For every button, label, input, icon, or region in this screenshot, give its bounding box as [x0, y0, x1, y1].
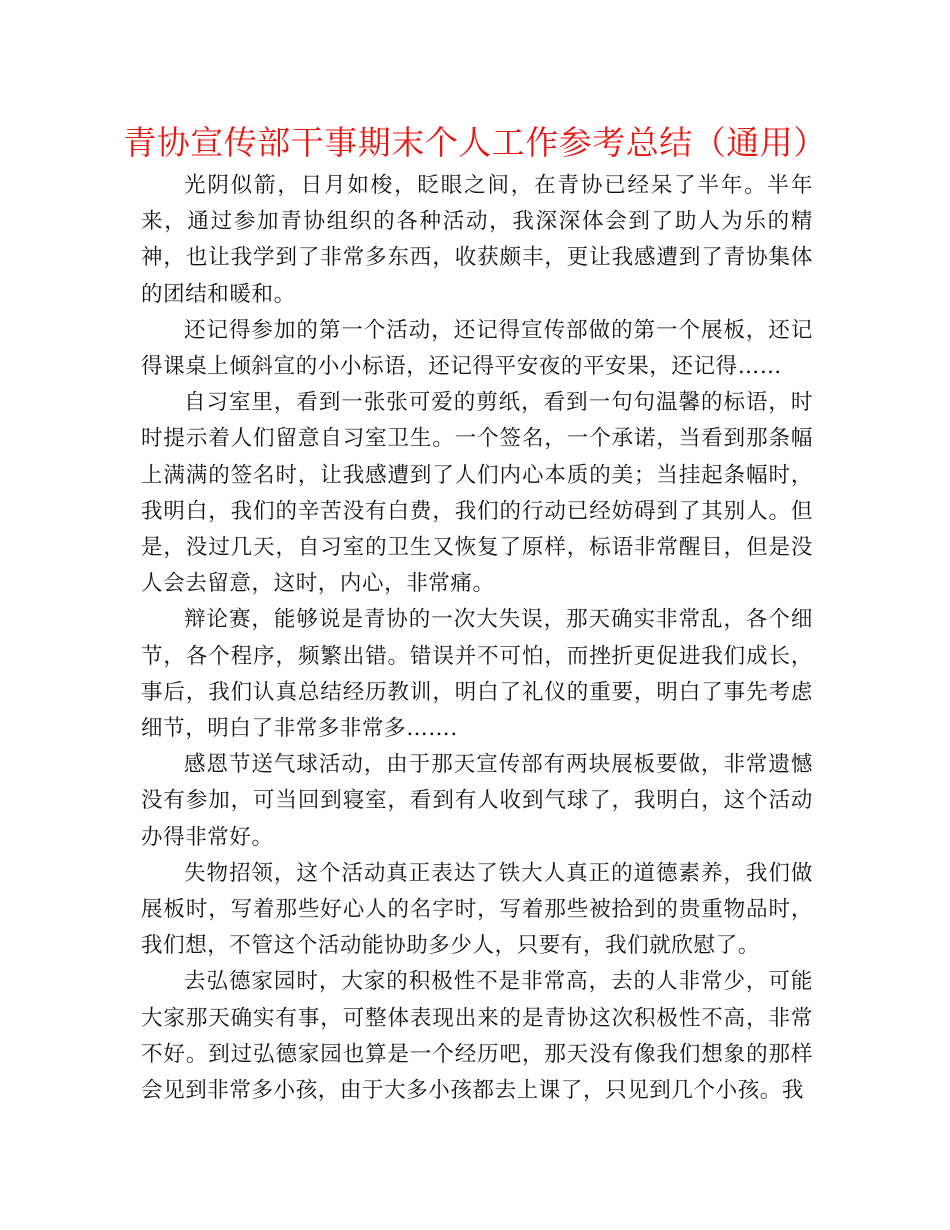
- paragraph-debate: 辩论赛，能够说是青协的一次大失误，那天确实非常乱，各个细节，各个程序，频繁出错。错误并不可怕，而挫折更促进我们成长，事后，我们认真总结经历教训，明白了礼仪的重要，明白了事先考虑细节，明白了非常多非常多…….: [141, 607, 813, 742]
- document-title: 青协宣传部干事期末个人工作参考总结（通用）: [123, 123, 827, 162]
- paragraph-lost-and-found: 失物招领，这个活动真正表达了铁大人真正的道德素养，我们做展板时，写着那些好心人的名字时，写着那些被拾到的贵重物品时，我们想，不管这个活动能协助多少人，只要有，我们就欣慰了。: [141, 860, 813, 959]
- document-body: [141, 168, 813, 1109]
- paragraph-memories: 还记得参加的第一个活动，还记得宣传部做的第一个展板，还记得课桌上倾斜宣的小小标语，还记得平安夜的平安果，还记得……: [141, 317, 813, 380]
- paragraph-thanksgiving: 感恩节送气球活动，由于那天宣传部有两块展板要做，非常遗憾没有参加，可当回到寝室，看到有人收到气球了，我明白，这个活动办得非常好。: [141, 752, 813, 850]
- paragraph-hongde-home: 去弘德家园时，大家的积极性不是非常高，去的人非常少，可能大家那天确实有事，可整体表现出来的是青协这次积极性不高，非常不好。到过弘德家园也算是一个经历吧，那天没有像我们想象的那样会见到非常多小孩，由于大多小孩都去上课了，只见到几个小孩。我: [141, 969, 813, 1104]
- paragraph-study-room: 自习室里，看到一张张可爱的剪纸，看到一句句温馨的标语，时时提示着人们留意自习室卫生。一个签名，一个承诺，当看到那条幅上满满的签名时，让我感遭到了人们内心本质的美；当挂起条幅时，我明白，我们的辛苦没有白费，我们的行动已经妨碍到了其别人。但是，没过几天，自习室的卫生又恢复了原样，标语非常醒目，但是没人会去留意，这时，内心，非常痛。: [141, 390, 813, 597]
- paragraph-intro: 光阴似箭，日月如梭，眨眼之间，在青协已经呆了半年。半年来，通过参加青协组织的各种活动，我深深体会到了助人为乐的精神，也让我学到了非常多东西，收获颇丰，更让我感遭到了青协集体的团结和暖和。: [141, 173, 813, 307]
